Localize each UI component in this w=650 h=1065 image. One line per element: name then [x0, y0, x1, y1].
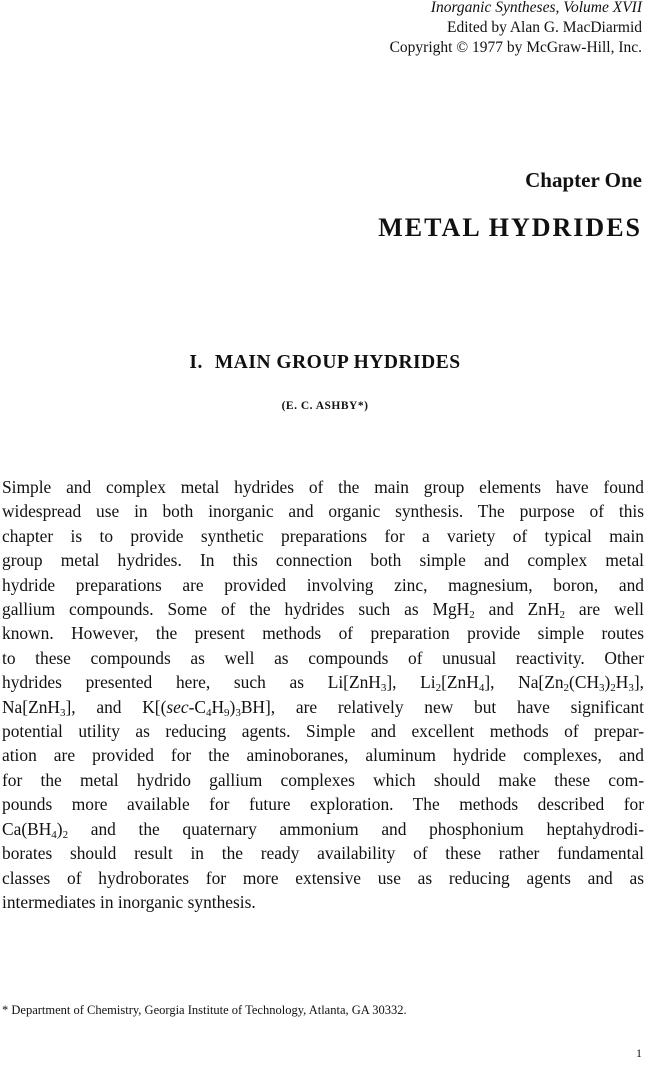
text-run: pounds more available for future exploration. The methods described for	[2, 794, 644, 815]
text-run: gallium compounds. Some of the hydrides such as MgH	[2, 599, 470, 620]
body-line	[2, 646, 644, 670]
subscript: 2	[610, 682, 616, 695]
section-title: MAIN GROUP HYDRIDES	[214, 352, 461, 373]
text-run: H	[615, 672, 629, 693]
text-run: known. However, the present methods of preparation provide simple routes	[2, 623, 644, 644]
subscript: 4	[51, 828, 57, 841]
body-line	[2, 792, 644, 816]
subscript: 3	[59, 706, 66, 719]
text-run: )	[56, 818, 63, 839]
subscript: 2	[469, 609, 475, 622]
text-run: group metal hydrides. In this connection both simple and complex metal	[2, 550, 644, 571]
body-line	[2, 841, 644, 865]
subscript: 2	[559, 609, 566, 622]
text-run: are well	[565, 599, 644, 620]
text-run: to these compounds as well as compounds of unusual reactivity. Other	[2, 647, 644, 668]
body-line	[2, 499, 644, 523]
section-heading	[0, 352, 650, 374]
subscript: 9	[224, 706, 230, 719]
chapter-title: METAL HYDRIDES	[378, 213, 642, 242]
text-run: hydrides presented here, such as Li[ZnH	[2, 672, 381, 693]
subscript: 3	[599, 682, 605, 695]
text-run: hydride preparations are provided involving zinc, magnesium, boron, and	[2, 574, 644, 595]
text-run: )	[229, 696, 236, 717]
text-run: ation are provided for the aminoboranes, aluminum hydride complexes, and	[2, 745, 644, 766]
body-line	[2, 597, 644, 621]
body-line	[2, 768, 644, 792]
book-header	[390, 0, 642, 58]
body-paragraph	[2, 475, 644, 914]
text-run: widespread use in both inorganic and organic synthesis. The purpose of this	[2, 501, 644, 522]
subscript: 3	[628, 682, 634, 695]
text-run: BH], are relatively new but have significant	[240, 696, 644, 717]
chapter-label: Chapter One	[525, 168, 642, 192]
text-run: and ZnH	[474, 599, 560, 620]
text-run: Ca(BH	[2, 818, 52, 839]
page-number: 1	[636, 1046, 642, 1060]
text-run: ], Na[Zn	[484, 672, 564, 693]
body-line	[2, 524, 644, 548]
text-run: and the quaternary ammonium and phosphonium heptahydrodi-	[68, 818, 644, 839]
text-run: Na[ZnH	[2, 696, 60, 717]
body-line	[2, 621, 644, 645]
subscript: 2	[563, 682, 570, 695]
text-run: (CH	[569, 672, 599, 693]
text-run: for the metal hydrido gallium complexes which should make these com-	[2, 769, 644, 790]
subscript: 3	[380, 682, 387, 695]
text-run: ], and K[(	[65, 696, 167, 717]
text-run: ],	[633, 672, 644, 693]
copyright-line: Copyright © 1977 by McGraw-Hill, Inc.	[389, 39, 642, 56]
text-run: Simple and complex metal hydrides of the main group elements have found	[2, 477, 644, 497]
subscript: 4	[205, 706, 212, 719]
body-line	[2, 548, 644, 572]
text-run: borates should result in the ready availability of these rather fundamental	[2, 843, 644, 864]
text-run: intermediates in inorganic synthesis.	[2, 891, 256, 912]
text-run: ], Li	[386, 672, 436, 693]
subscript: 2	[62, 828, 69, 841]
subscript: 2	[435, 682, 442, 695]
body-line	[2, 743, 644, 767]
text-run: -C	[188, 696, 206, 717]
body-line	[2, 890, 644, 914]
section-author: (E. C. ASHBY*)	[281, 400, 369, 412]
body-line	[2, 866, 644, 890]
body-line	[2, 670, 644, 694]
body-line	[2, 475, 644, 499]
footnote: * Department of Chemistry, Georgia Institute of Technology, Atlanta, GA 30332.	[2, 1003, 407, 1017]
text-run: [ZnH	[441, 672, 479, 693]
body-line	[2, 695, 644, 719]
text-run: potential utility as reducing agents. Simple and excellent methods of prepar-	[2, 721, 644, 742]
body-line	[2, 817, 644, 841]
book-title: Inorganic Syntheses, Volume XVII	[430, 0, 642, 16]
editor-line: Edited by Alan G. MacDiarmid	[447, 19, 642, 36]
italic-run: sec	[166, 696, 189, 717]
text-run: classes of hydroborates for more extensive use as reducing agents and as	[2, 867, 644, 888]
text-run: )	[604, 672, 611, 693]
section-number: I.	[189, 352, 203, 373]
text-run: chapter is to provide synthetic preparations for a variety of typical main	[2, 525, 644, 546]
text-run: H	[211, 696, 225, 717]
subscript: 3	[235, 706, 241, 719]
body-line	[2, 573, 644, 597]
body-line	[2, 719, 644, 743]
subscript: 4	[478, 682, 485, 695]
